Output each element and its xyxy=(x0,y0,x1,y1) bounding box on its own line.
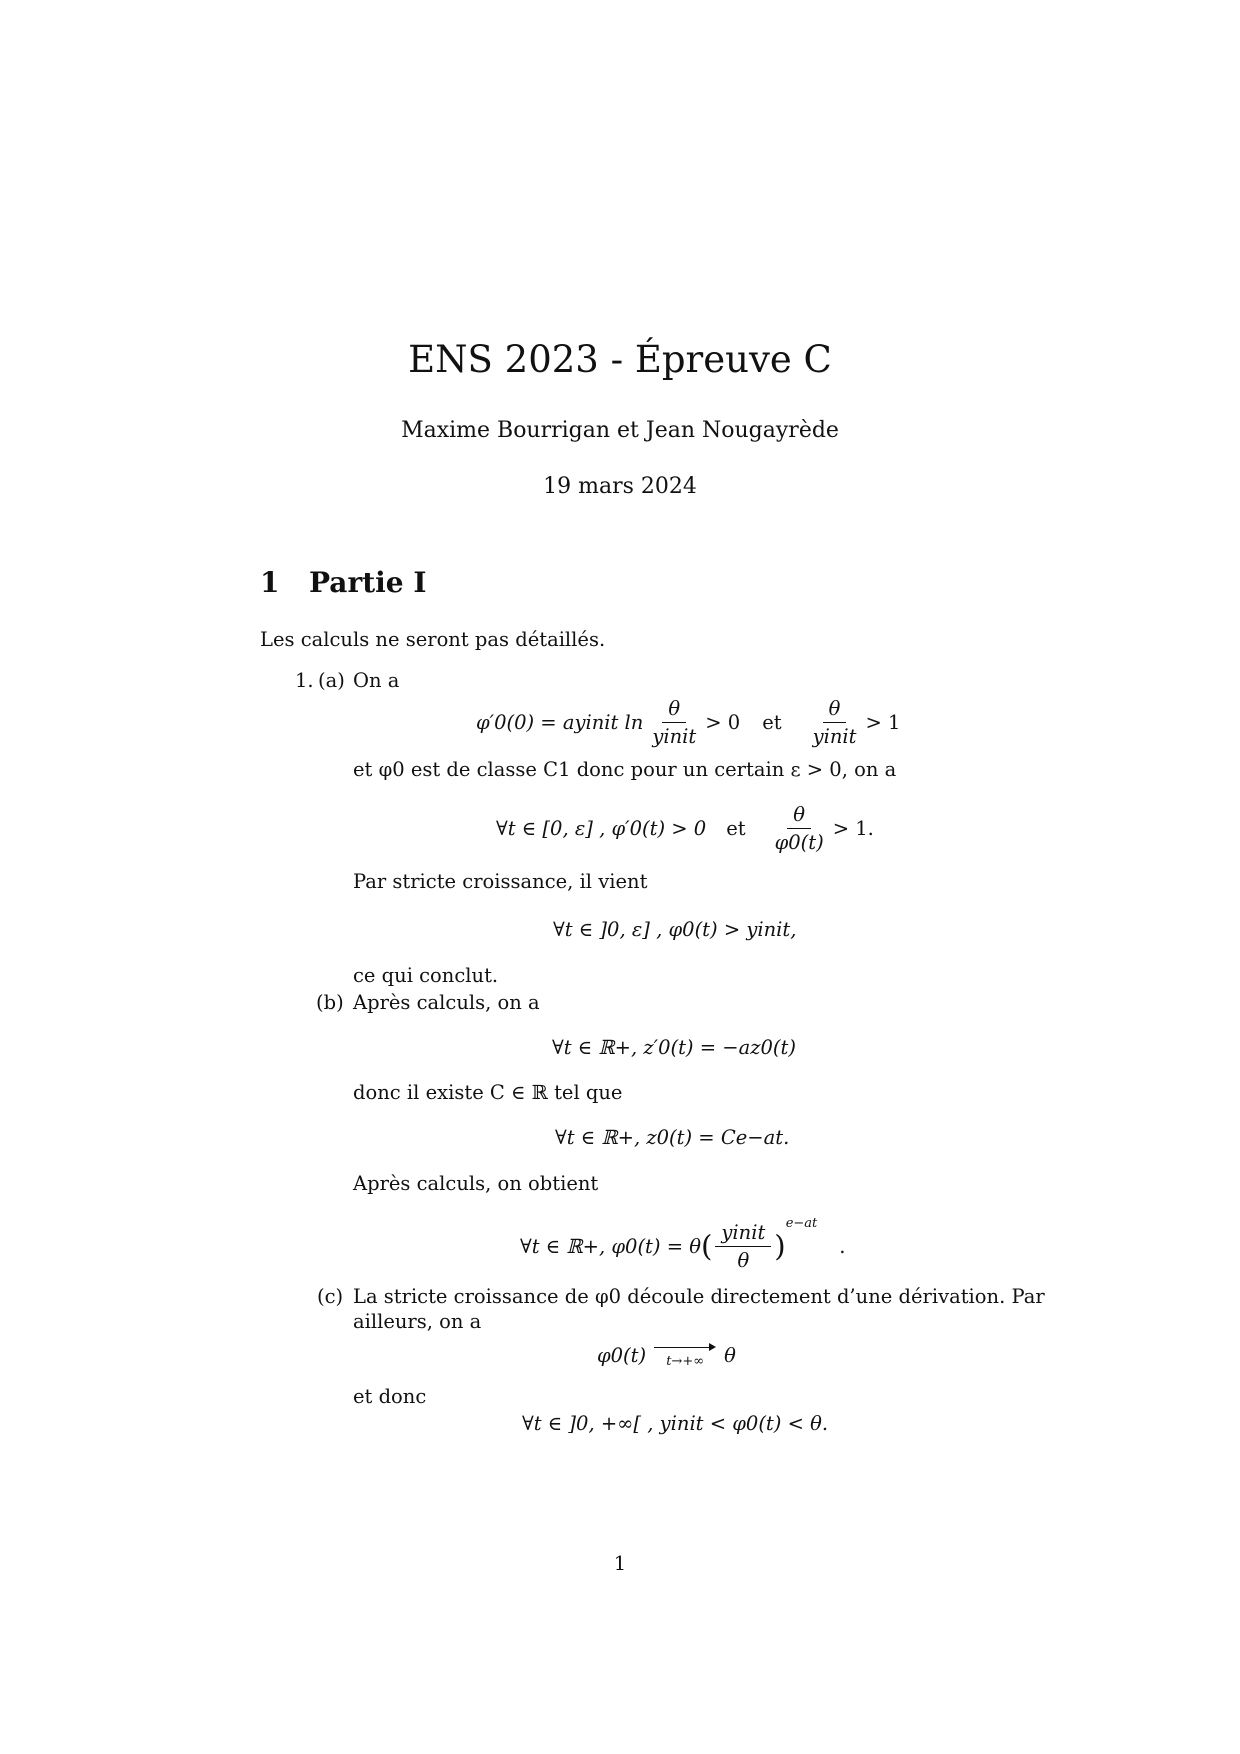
intro-paragraph: Les calculs ne seront pas détaillés. xyxy=(260,628,606,651)
section-title: Partie I xyxy=(309,566,427,599)
a-eq1-end: > 1 xyxy=(865,710,901,734)
b-eq3-lhs: ∀t ∈ ℝ+, φ0(t) = θ xyxy=(520,1234,701,1258)
a-paragraph-3: Par stricte croissance, il vient xyxy=(353,870,648,893)
c-eq1-rhs: θ xyxy=(724,1343,736,1367)
a-eq2-fraction xyxy=(769,803,830,854)
a-equation-1 xyxy=(476,694,900,750)
a-eq1-et: et xyxy=(762,710,782,734)
a-paragraph-2: et φ0 est de classe C1 donc pour un certain ε > 0, on a xyxy=(353,758,897,781)
a-eq2-end: > 1. xyxy=(832,816,874,840)
b-eq3-exponent: e−at xyxy=(785,1216,818,1231)
c-eq1-lhs: φ0(t) xyxy=(597,1343,647,1367)
a-eq1-lhs: φ′0(0) = ayinit ln xyxy=(476,710,644,734)
b-eq3-end: . xyxy=(839,1234,846,1258)
a-eq1-mid: > 0 xyxy=(705,710,741,734)
a-eq1-fraction-2 xyxy=(807,697,863,748)
a-paragraph-1: On a xyxy=(353,669,400,692)
b-paragraph-2: donc il existe C ∈ ℝ tel que xyxy=(353,1081,623,1104)
c-equation-1 xyxy=(597,1333,736,1377)
question-number: 1. xyxy=(295,669,314,692)
section-heading xyxy=(260,566,426,599)
page-number: 1 xyxy=(613,1552,627,1575)
a-paragraph-4: ce qui conclut. xyxy=(353,964,499,987)
b-eq3-num: yinit xyxy=(715,1221,771,1247)
item-label-a: (a) xyxy=(318,669,345,692)
document-date: 19 mars 2024 xyxy=(543,474,697,499)
document-title: ENS 2023 - Épreuve C xyxy=(408,338,832,381)
b-eq3-fraction xyxy=(715,1221,771,1272)
c-paragraph-2: et donc xyxy=(353,1385,427,1408)
a-eq2-num: θ xyxy=(787,803,811,829)
item-label-b: (b) xyxy=(316,991,344,1014)
b-equation-1: ∀t ∈ ℝ+, z′0(t) = −az0(t) xyxy=(552,1036,796,1059)
b-eq3-right-paren: ) xyxy=(774,1229,786,1263)
a-equation-3: ∀t ∈ ]0, ε] , φ0(t) > yinit, xyxy=(553,918,797,941)
a-eq1-num-1: θ xyxy=(662,697,686,723)
item-label-c: (c) xyxy=(317,1285,344,1308)
b-equation-2: ∀t ∈ ℝ+, z0(t) = Ce−at. xyxy=(555,1126,790,1149)
b-equation-3 xyxy=(520,1212,845,1280)
a-equation-2 xyxy=(496,800,874,856)
c-eq1-limit-arrow xyxy=(654,1342,716,1369)
arrow-icon xyxy=(654,1342,716,1352)
b-paragraph-1: Après calculs, on a xyxy=(353,991,540,1014)
c-paragraph-1-line-1: La stricte croissance de φ0 découle directement d’une dérivation. Par xyxy=(353,1285,1045,1308)
a-eq2-lhs: ∀t ∈ [0, ε] , φ′0(t) > 0 xyxy=(496,816,707,840)
b-eq3-left-paren: ( xyxy=(700,1229,713,1263)
a-eq1-den-2: yinit xyxy=(812,724,857,748)
a-eq2-den: φ0(t) xyxy=(774,830,824,854)
document-authors: Maxime Bourrigan et Jean Nougayrède xyxy=(401,418,839,443)
a-eq1-den-1: yinit xyxy=(652,724,697,748)
c-paragraph-1-line-2: ailleurs, on a xyxy=(353,1310,482,1333)
a-eq1-fraction-1 xyxy=(646,697,702,748)
c-equation-2: ∀t ∈ ]0, +∞[ , yinit < φ0(t) < θ. xyxy=(522,1412,829,1435)
c-eq1-limit-subscript: t→+∞ xyxy=(666,1353,705,1369)
b-eq3-den: θ xyxy=(737,1248,750,1272)
section-number: 1 xyxy=(260,566,280,599)
a-eq2-et: et xyxy=(726,816,746,840)
b-paragraph-3: Après calculs, on obtient xyxy=(353,1172,599,1195)
a-eq1-num-2: θ xyxy=(823,697,847,723)
